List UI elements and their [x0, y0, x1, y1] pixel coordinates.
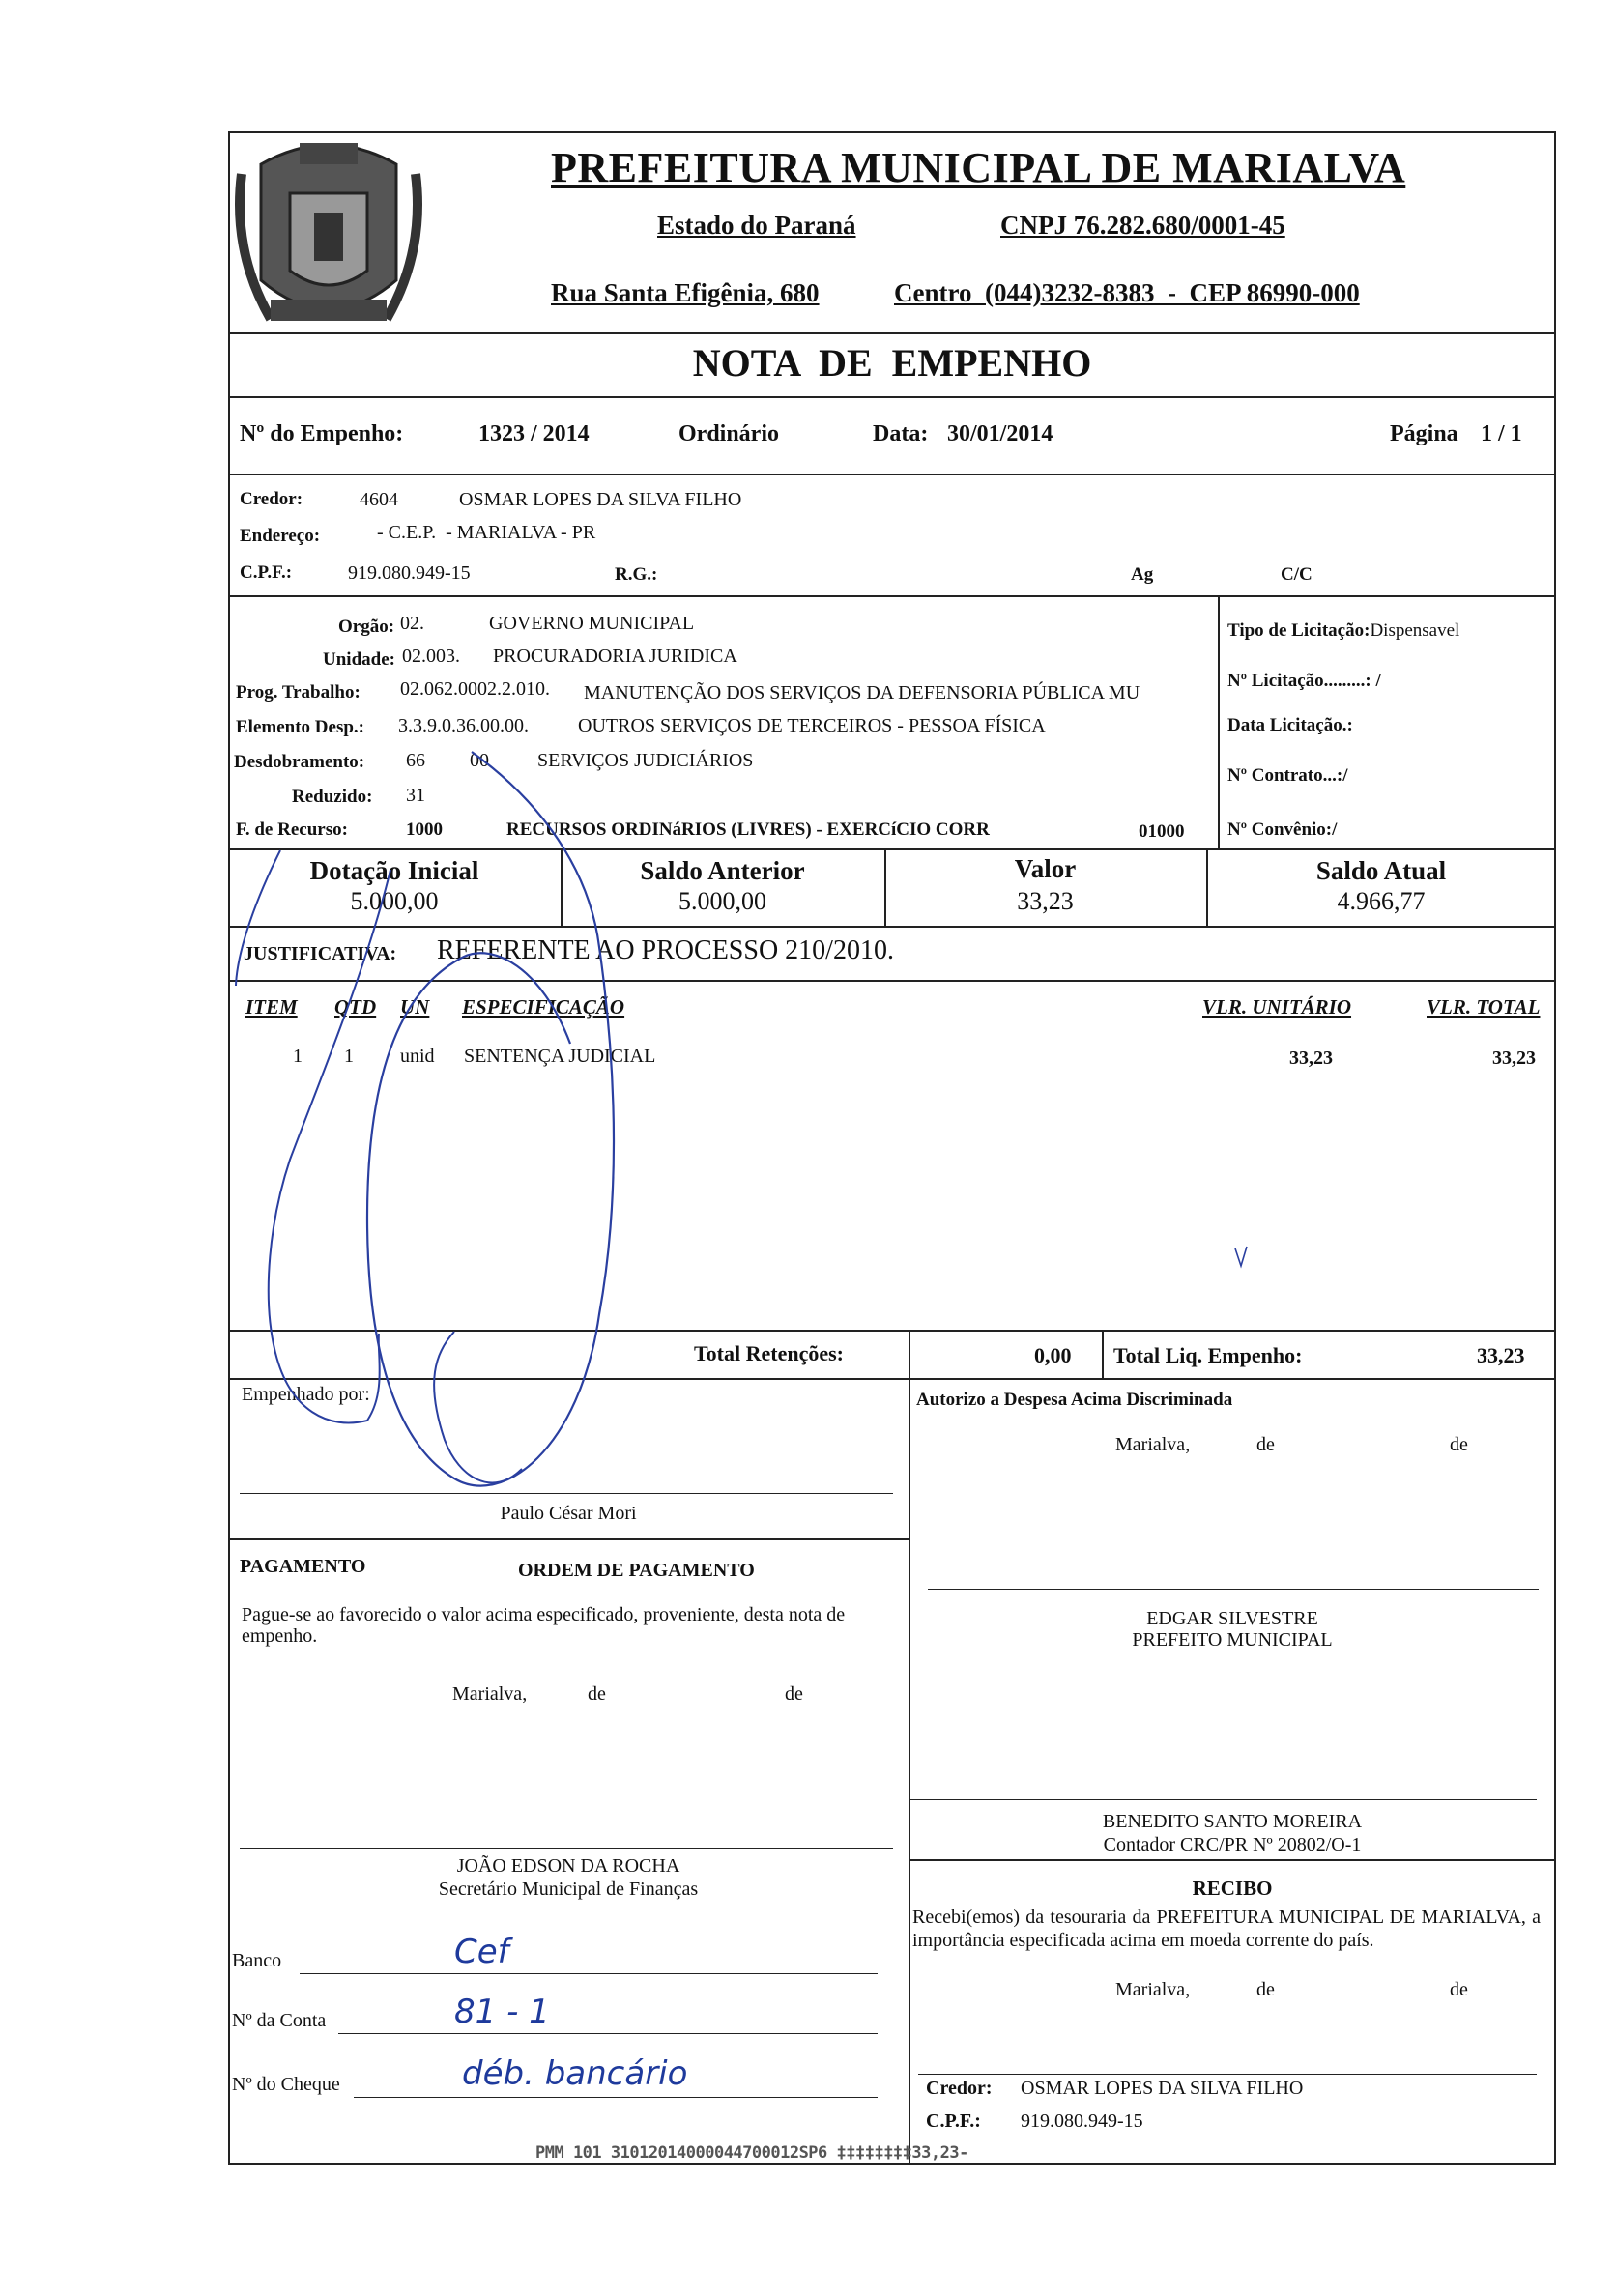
desdobramento-name: SERVIÇOS JUDICIÁRIOS: [537, 750, 754, 771]
divider: [228, 474, 1556, 475]
divider: [909, 1859, 1556, 1861]
banco-value: Cef: [454, 1933, 509, 1971]
recibo-cpf-label: C.P.F.:: [926, 2110, 981, 2132]
pagamento-text: Pague-se ao favorecido o valor acima especificado, proveniente, desta nota de empenho.: [242, 1604, 846, 1647]
recibo-credor-value: OSMAR LOPES DA SILVA FILHO: [1021, 2078, 1304, 2099]
saldo-atual-label: Saldo Atual: [1315, 856, 1447, 885]
total-liq-value: 33,23: [1477, 1343, 1525, 1367]
desdobramento-code: 66: [406, 750, 425, 771]
divider: [228, 848, 1556, 850]
footer-code: PMM 101 31012014000044700012SP6 ‡‡‡‡‡‡‡‡33,23-: [535, 2143, 968, 2163]
pagamento-place: Marialva,: [452, 1683, 528, 1705]
dotacao-inicial-label: Dotação Inicial: [309, 856, 479, 885]
col-un-header: UN: [400, 995, 430, 1019]
total-retencoes-label: Total Retenções:: [694, 1341, 844, 1365]
divider: [228, 980, 1556, 982]
licitacao-tipo-label: [1227, 620, 1459, 642]
recurso-code-2: 01000: [1139, 821, 1185, 842]
autorizo-de-2: de: [1450, 1434, 1468, 1455]
total-liq-label: Total Liq. Empenho:: [1113, 1343, 1303, 1367]
prefeito-role: PREFEITO MUNICIPAL: [1132, 1629, 1333, 1650]
cheque-value: déb. bancário: [462, 2054, 688, 2093]
justificativa-label: JUSTIFICATIVA:: [244, 943, 397, 964]
total-retencoes-value: 0,00: [1034, 1343, 1072, 1367]
recibo-cpf-value: 919.080.949-15: [1021, 2110, 1143, 2132]
row-qtd: 1: [344, 1046, 354, 1067]
contador-role: Contador CRC/PR Nº 20802/O-1: [1103, 1834, 1362, 1855]
row-espec: SENTENÇA JUDICIAL: [464, 1046, 656, 1067]
divider: [228, 926, 1556, 928]
licitacao-tipo-label-text: Tipo de Licitação:: [1227, 620, 1371, 641]
ag-label: Ag: [1131, 564, 1154, 585]
empenhado-name: Paulo César Mori: [500, 1503, 637, 1524]
reduzido-label: Reduzido:: [292, 787, 373, 807]
address-rest-label: Centro (044)3232-8383 - CEP 86990-000: [894, 278, 1360, 307]
signature-line: [918, 2074, 1537, 2075]
autorizo-place: Marialva,: [1115, 1434, 1191, 1455]
signature-line: [909, 1799, 1537, 1800]
row-item: 1: [293, 1046, 303, 1067]
dotacao-inicial-value: 5.000,00: [350, 887, 439, 915]
valor-value: 33,23: [1017, 887, 1074, 915]
empenhado-label: Empenhado por:: [242, 1384, 370, 1405]
page-value: 1 / 1: [1481, 421, 1522, 446]
divider: [228, 332, 1556, 334]
cpf-label: C.P.F.:: [240, 562, 293, 583]
recibo-place: Marialva,: [1115, 1979, 1191, 2000]
empenho-number-label: Nº do Empenho:: [240, 421, 404, 446]
recibo-de-2: de: [1450, 1979, 1468, 2000]
desdobramento-label: Desdobramento:: [234, 752, 365, 772]
page-label: Página: [1390, 421, 1458, 446]
justificativa-value: REFERENTE AO PROCESSO 210/2010.: [437, 935, 894, 965]
ordem-pagamento-label: ORDEM DE PAGAMENTO: [518, 1560, 755, 1581]
signature-line: [240, 1493, 893, 1494]
autorizo-de-1: de: [1256, 1434, 1275, 1455]
conta-label: Nº da Conta: [232, 2010, 327, 2031]
pagamento-label: PAGAMENTO: [240, 1556, 366, 1577]
prog-code: 02.062.0002.2.010.: [400, 678, 550, 700]
page-title: PREFEITURA MUNICIPAL DE MARIALVA: [551, 144, 1406, 191]
prefeito-name: EDGAR SILVESTRE: [1146, 1608, 1318, 1629]
orgao-name: GOVERNO MUNICIPAL: [489, 613, 695, 634]
recurso-name: RECURSOS ORDINáRIOS (LIVRES) - EXERCíCIO CORR: [506, 819, 990, 840]
reduzido-value: 31: [406, 785, 425, 806]
licitacao-num-label: Nº Licitação.........: /: [1227, 671, 1381, 691]
col-qtd-header: QTD: [334, 995, 377, 1019]
autorizo-label: Autorizo a Despesa Acima Discriminada: [916, 1390, 1233, 1410]
orgao-label: Orgão:: [338, 617, 395, 637]
signature-line: [240, 1848, 893, 1849]
recurso-code: 1000: [406, 819, 443, 840]
col-item-header: ITEM: [245, 995, 298, 1019]
contador-name: BENEDITO SANTO MOREIRA: [1102, 1811, 1363, 1832]
orgao-code: 02.: [400, 613, 424, 634]
licitacao-data-label: Data Licitação.:: [1227, 715, 1353, 735]
address-label: Rua Santa Efigênia, 680: [551, 278, 820, 307]
recibo-text: Recebi(emos) da tesouraria da PREFEITURA MUNICIPAL DE MARIALVA, a importância especificada acima em moeda corrente do país.: [912, 1907, 1541, 1951]
saldo-anterior-label: Saldo Anterior: [640, 856, 805, 885]
banco-label: Banco: [232, 1950, 282, 1971]
saldo-atual-value: 4.966,77: [1337, 887, 1426, 915]
divider: [1102, 1330, 1104, 1378]
conta-line: [338, 2033, 878, 2034]
prog-label: Prog. Trabalho:: [236, 682, 361, 703]
saldo-anterior-value: 5.000,00: [678, 887, 766, 915]
recurso-label: F. de Recurso:: [236, 819, 348, 840]
unidade-name: PROCURADORIA JURIDICA: [493, 646, 737, 667]
pagamento-de-1: de: [588, 1683, 606, 1705]
credor-code: 4604: [360, 489, 398, 510]
divider: [228, 1330, 1556, 1332]
divider: [228, 595, 1556, 597]
empenho-date-label: Data:: [873, 421, 929, 446]
elemento-code: 3.3.9.0.36.00.00.: [398, 715, 529, 736]
elemento-name: OUTROS SERVIÇOS DE TERCEIROS - PESSOA FÍSICA: [578, 715, 1046, 736]
secretario-role: Secretário Municipal de Finanças: [438, 1879, 699, 1900]
doc-title: NOTA DE EMPENHO: [692, 341, 1092, 385]
cheque-label: Nº do Cheque: [232, 2074, 340, 2095]
elemento-label: Elemento Desp.:: [236, 717, 364, 737]
recibo-label: RECIBO: [1192, 1877, 1273, 1900]
cpf-value: 919.080.949-15: [348, 562, 471, 584]
valor-label: Valor: [1014, 854, 1077, 883]
divider: [909, 1378, 910, 2165]
empenho-date-value: 30/01/2014: [947, 421, 1053, 446]
col-espec-header: ESPECIFICAÇÃO: [462, 995, 625, 1019]
row-un: unid: [400, 1046, 435, 1067]
prog-name: MANUTENÇÃO DOS SERVIÇOS DA DEFENSORIA PÚBLICA MU: [584, 682, 1140, 703]
divider: [909, 1330, 910, 1378]
divider: [228, 1378, 1556, 1380]
divider: [228, 1538, 909, 1540]
endereco-label: Endereço:: [240, 526, 321, 546]
secretario-name: JOÃO EDSON DA ROCHA: [456, 1855, 680, 1877]
credor-label: Credor:: [240, 489, 303, 509]
conta-value: 81 - 1: [454, 1993, 550, 2031]
cheque-line: [354, 2097, 878, 2098]
licitacao-tipo-value: Dispensavel: [1370, 620, 1460, 641]
recibo-de-1: de: [1256, 1979, 1275, 2000]
row-unit: 33,23: [1289, 1048, 1333, 1069]
desdobramento-code-2: 00: [470, 750, 489, 771]
municipal-crest-icon: [232, 135, 425, 338]
rg-label: R.G.:: [615, 564, 658, 585]
cnpj-label: CNPJ 76.282.680/0001-45: [1000, 211, 1285, 240]
signature-line: [928, 1589, 1539, 1590]
unidade-code: 02.003.: [402, 646, 460, 667]
credor-name: OSMAR LOPES DA SILVA FILHO: [459, 489, 742, 510]
col-unit-header: VLR. UNITÁRIO: [1202, 995, 1352, 1019]
divider: [228, 396, 1556, 398]
pagamento-de-2: de: [785, 1683, 803, 1705]
state-label: Estado do Paraná: [657, 211, 856, 240]
row-total: 33,23: [1492, 1048, 1536, 1069]
convenio-label: Nº Convênio:/: [1227, 819, 1338, 840]
empenho-number-value: 1323 / 2014: [478, 421, 590, 446]
col-total-header: VLR. TOTAL: [1427, 995, 1541, 1019]
cc-label: C/C: [1281, 564, 1313, 585]
endereco-value: - C.E.P. - MARIALVA - PR: [377, 522, 596, 543]
divider: [1218, 595, 1220, 848]
unidade-label: Unidade:: [323, 649, 395, 670]
recibo-credor-label: Credor:: [926, 2078, 993, 2099]
empenho-type: Ordinário: [678, 421, 780, 446]
banco-line: [300, 1973, 878, 1974]
contrato-label: Nº Contrato...:/: [1227, 765, 1348, 786]
